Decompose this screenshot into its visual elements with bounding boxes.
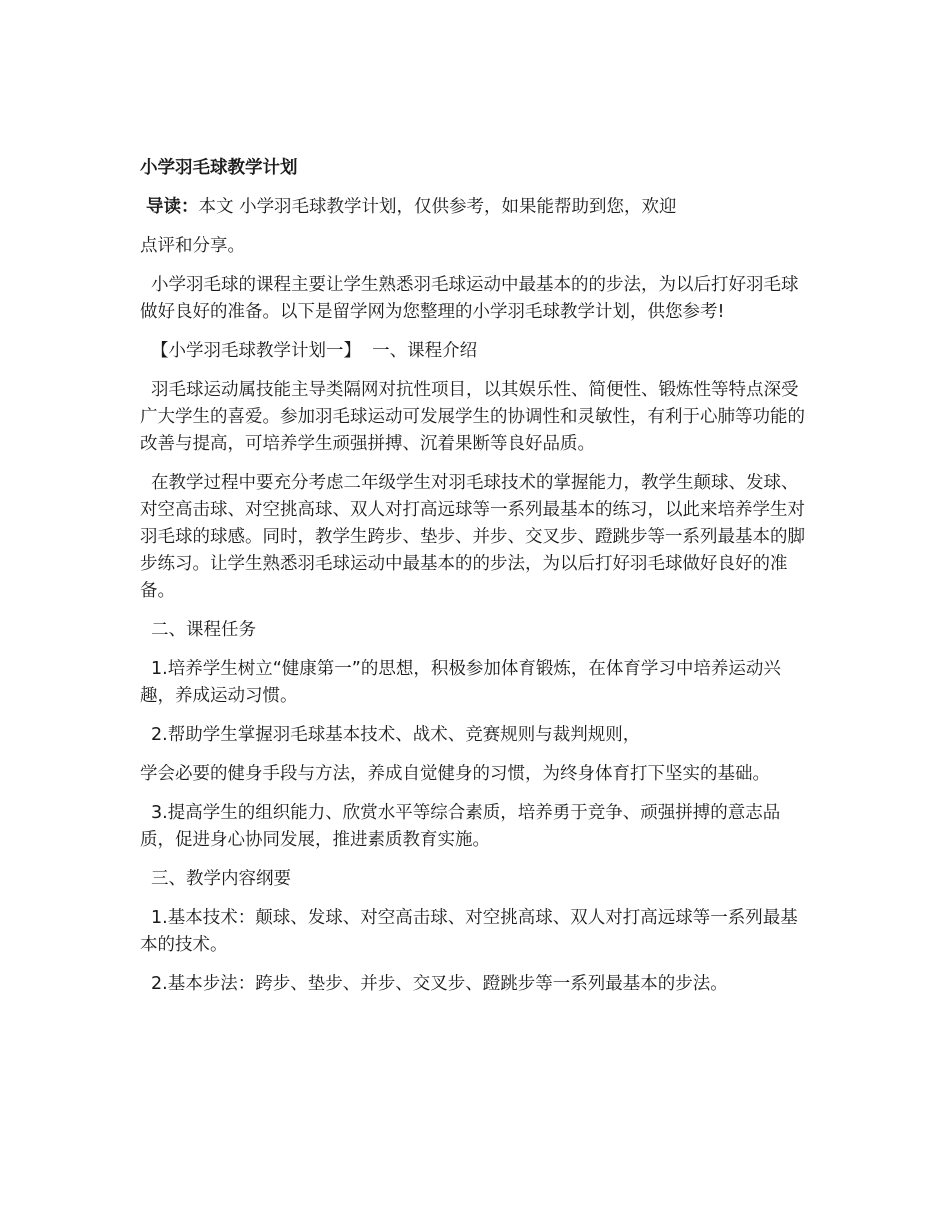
- plan-heading: 【小学羽毛球教学计划一】 一、课程介绍: [151, 341, 478, 361]
- intro-text: 小学羽毛球的课程主要让学生熟悉羽毛球运动中最基本的的步法，为以后打好羽毛球做好良好的准备。以下是留学网为您整理的小学羽毛球教学计划，供您参考!: [140, 275, 799, 322]
- task-2-line-1: 2.帮助学生掌握羽毛球基本技术、战术、竞赛规则与裁判规则，: [151, 725, 641, 745]
- intro-paragraph: [140, 272, 812, 326]
- course-intro-paragraph-1: [140, 377, 812, 458]
- document-title: 小学羽毛球教学计划: [140, 158, 298, 178]
- task-1: [140, 656, 812, 710]
- course-intro-text-1: 羽毛球运动属技能主导类隔网对抗性项目，以其娱乐性、简便性、锻炼性等特点深受广大学生的喜爱。参加羽毛球运动可发展学生的协调性和灵敏性，有利于心肺等功能的改善与提高，可培养学生顽强拼搏、沉着果断等良好品质。: [140, 380, 805, 454]
- lead-text: 本文 小学羽毛球教学计划，仅供参考，如果能帮助到您，欢迎: [198, 197, 677, 217]
- task-1-text: 1.培养学生树立“健康第一”的思想，积极参加体育锻炼，在体育学习中培养运动兴趣，养成运动习惯。: [140, 659, 781, 706]
- lead-line-1: [140, 194, 812, 221]
- course-intro-text-2: 在教学过程中要充分考虑二年级学生对羽毛球技术的掌握能力，教学生颠球、发球、对空高击球、对空挑高球、双人对打高远球等一系列最基本的练习，以此来培养学生对羽毛球的球感。同时，教学生跨步、垫步、并步、交叉步、蹬跳步等一系列最基本的脚步练习。让学生熟悉羽毛球运动中最基本的的步法，为以后打好羽毛球做好良好的准备。: [140, 473, 805, 601]
- content-2: 2.基本步法：跨步、垫步、并步、交叉步、蹬跳步等一系列最基本的步法。: [151, 974, 728, 994]
- section-2-heading: 二、课程任务: [151, 620, 256, 640]
- document-page: [140, 155, 812, 1010]
- lead-line-2: 点评和分享。: [140, 236, 245, 256]
- content-1-text: 1.基本技术：颠球、发球、对空高击球、对空挑高球、双人对打高远球等一系列最基本的技术。: [140, 908, 798, 955]
- task-3-text: 3.提高学生的组织能力、欣赏水平等综合素质，培养勇于竞争、顽强拼搏的意志品质，促进身心协同发展，推进素质教育实施。: [140, 803, 781, 850]
- task-3: [140, 800, 812, 854]
- course-intro-paragraph-2: [140, 470, 812, 605]
- section-3-heading: 三、教学内容纲要: [151, 869, 291, 889]
- content-1: [140, 905, 812, 959]
- task-2-line-2: 学会必要的健身手段与方法，养成自觉健身的习惯，为终身体育打下坚实的基础。: [140, 764, 770, 784]
- lead-label: 导读：: [146, 197, 199, 217]
